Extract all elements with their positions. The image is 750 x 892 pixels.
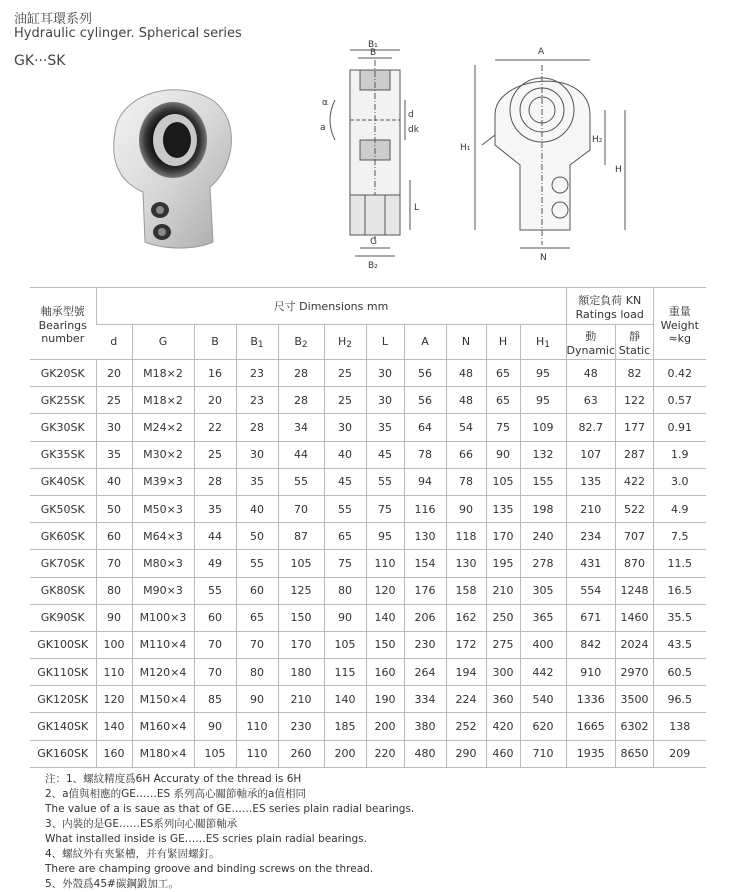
col-d: d <box>96 325 132 360</box>
bearing-model-cell: GK140SK <box>30 713 96 740</box>
table-cell: 185 <box>324 713 366 740</box>
table-cell: 162 <box>446 604 486 631</box>
table-cell: 172 <box>446 631 486 658</box>
table-cell: 63 <box>566 387 616 414</box>
label-alpha: α <box>322 98 328 108</box>
table-cell: 334 <box>404 686 446 713</box>
table-cell: 710 <box>520 740 566 767</box>
col-l: L <box>366 325 404 360</box>
table-cell: 95 <box>520 360 566 387</box>
table-cell: 54 <box>446 414 486 441</box>
table-cell: 75 <box>486 414 520 441</box>
model-series: GK···SK <box>14 53 66 69</box>
label-N: N <box>540 253 547 263</box>
bearing-model-cell: GK110SK <box>30 659 96 686</box>
table-cell: 234 <box>566 523 616 550</box>
table-cell: 130 <box>446 550 486 577</box>
table-cell: 40 <box>96 468 132 495</box>
table-cell: 43.5 <box>654 631 706 658</box>
section-view <box>330 50 410 256</box>
table-cell: 105 <box>486 468 520 495</box>
table-cell: 1935 <box>566 740 616 767</box>
label-H: H <box>615 165 622 175</box>
col-a: A <box>404 325 446 360</box>
product-photo <box>95 72 245 252</box>
label-b1: B₁ <box>368 40 378 50</box>
table-cell: 78 <box>404 441 446 468</box>
table-cell: 65 <box>324 523 366 550</box>
table-cell: 287 <box>616 441 654 468</box>
table-cell: 55 <box>194 577 236 604</box>
label-d: d <box>408 110 414 120</box>
table-cell: 105 <box>324 631 366 658</box>
table-row <box>30 577 706 604</box>
table-row <box>30 659 706 686</box>
label-H2: H₂ <box>592 135 603 145</box>
table-cell: 94 <box>404 468 446 495</box>
table-cell: 365 <box>520 604 566 631</box>
col-b2: $B_2$ <box>278 325 324 360</box>
technical-drawing <box>300 20 750 280</box>
table-cell: M100×3 <box>132 604 194 631</box>
bearing-model-cell: GK160SK <box>30 740 96 767</box>
table-cell: 278 <box>520 550 566 577</box>
bearing-model-cell: GK80SK <box>30 577 96 604</box>
table-cell: 190 <box>366 686 404 713</box>
table-cell: M30×2 <box>132 441 194 468</box>
table-cell: 140 <box>366 604 404 631</box>
table-cell: 40 <box>236 495 278 522</box>
table-cell: 64 <box>404 414 446 441</box>
table-cell: 0.42 <box>654 360 706 387</box>
table-cell: 87 <box>278 523 324 550</box>
col-h1: $H_1$ <box>520 325 566 360</box>
table-cell: 420 <box>486 713 520 740</box>
table-row <box>30 441 706 468</box>
table-cell: 49 <box>194 550 236 577</box>
label-b2: B₂ <box>368 261 378 271</box>
bearing-model-cell: GK30SK <box>30 414 96 441</box>
table-cell: 540 <box>520 686 566 713</box>
table-cell: 264 <box>404 659 446 686</box>
table-cell: 80 <box>324 577 366 604</box>
table-cell: 118 <box>446 523 486 550</box>
table-cell: 110 <box>236 740 278 767</box>
table-cell: 230 <box>278 713 324 740</box>
table-cell: 35 <box>194 495 236 522</box>
table-cell: 30 <box>366 387 404 414</box>
table-cell: 195 <box>486 550 520 577</box>
table-cell: 28 <box>278 387 324 414</box>
column-header-row <box>30 325 706 360</box>
table-cell: 460 <box>486 740 520 767</box>
table-cell: 6302 <box>616 713 654 740</box>
table-cell: 431 <box>566 550 616 577</box>
table-cell: 130 <box>404 523 446 550</box>
table-cell: M80×3 <box>132 550 194 577</box>
table-cell: 90 <box>324 604 366 631</box>
label-g: G <box>370 237 377 247</box>
table-cell: 194 <box>446 659 486 686</box>
table-cell: 125 <box>278 577 324 604</box>
note-line: What installed inside is GE……ES scries plain radial bearings. <box>45 833 367 845</box>
table-cell: 300 <box>486 659 520 686</box>
table-cell: 28 <box>194 468 236 495</box>
table-cell: 35.5 <box>654 604 706 631</box>
table-cell: 870 <box>616 550 654 577</box>
table-cell: 35 <box>366 414 404 441</box>
table-row <box>30 631 706 658</box>
bearing-model-cell: GK20SK <box>30 360 96 387</box>
table-cell: 70 <box>278 495 324 522</box>
table-cell: 28 <box>236 414 278 441</box>
table-cell: 210 <box>566 495 616 522</box>
table-cell: 1248 <box>616 577 654 604</box>
table-cell: 78 <box>446 468 486 495</box>
table-cell: 4.9 <box>654 495 706 522</box>
table-cell: 209 <box>654 740 706 767</box>
table-cell: 35 <box>96 441 132 468</box>
table-cell: 16.5 <box>654 577 706 604</box>
table-cell: 620 <box>520 713 566 740</box>
table-cell: 11.5 <box>654 550 706 577</box>
table-cell: 80 <box>236 659 278 686</box>
table-cell: 1.9 <box>654 441 706 468</box>
table-cell: 910 <box>566 659 616 686</box>
table-cell: 2970 <box>616 659 654 686</box>
table-cell: M120×4 <box>132 659 194 686</box>
table-cell: 95 <box>366 523 404 550</box>
table-cell: 34 <box>278 414 324 441</box>
table-row <box>30 713 706 740</box>
title-english: Hydraulic cylinger. Spherical series <box>14 26 242 41</box>
table-cell: 28 <box>278 360 324 387</box>
bearing-model-cell: GK90SK <box>30 604 96 631</box>
table-row <box>30 550 706 577</box>
table-cell: 120 <box>96 686 132 713</box>
table-cell: 66 <box>446 441 486 468</box>
table-cell: 75 <box>324 550 366 577</box>
table-cell: 48 <box>566 360 616 387</box>
table-cell: 7.5 <box>654 523 706 550</box>
table-cell: 48 <box>446 360 486 387</box>
table-cell: 240 <box>520 523 566 550</box>
table-cell: 55 <box>366 468 404 495</box>
table-cell: 380 <box>404 713 446 740</box>
table-cell: 60 <box>236 577 278 604</box>
header-weight: 重量 Weight ≈kg <box>654 288 706 360</box>
table-cell: 8650 <box>616 740 654 767</box>
table-cell: 110 <box>236 713 278 740</box>
col-b: B <box>194 325 236 360</box>
table-cell: 105 <box>194 740 236 767</box>
table-cell: 671 <box>566 604 616 631</box>
table-cell: 1665 <box>566 713 616 740</box>
table-row <box>30 468 706 495</box>
table-cell: 842 <box>566 631 616 658</box>
label-A: A <box>538 47 545 57</box>
table-cell: 360 <box>486 686 520 713</box>
table-cell: 48 <box>446 387 486 414</box>
table-cell: 150 <box>366 631 404 658</box>
col-b1: $B_1$ <box>236 325 278 360</box>
table-row <box>30 387 706 414</box>
table-cell: 120 <box>366 577 404 604</box>
note-line: 2、a值與相應的GE……ES 系列高心關節軸承的a值相同 <box>45 788 306 800</box>
label-H1: H₁ <box>460 143 471 153</box>
table-cell: 56 <box>404 387 446 414</box>
table-cell: 132 <box>520 441 566 468</box>
table-cell: 50 <box>96 495 132 522</box>
table-cell: 90 <box>236 686 278 713</box>
table-cell: 55 <box>324 495 366 522</box>
table-cell: 180 <box>278 659 324 686</box>
table-cell: 170 <box>486 523 520 550</box>
table-cell: 90 <box>96 604 132 631</box>
table-cell: 200 <box>366 713 404 740</box>
note-line: The value of a is saue as that of GE……ES series plain radial bearings. <box>45 803 415 815</box>
table-cell: 400 <box>520 631 566 658</box>
table-cell: 23 <box>236 360 278 387</box>
table-cell: 30 <box>236 441 278 468</box>
header-dimensions: 尺寸 Dimensions mm <box>96 288 566 325</box>
notes <box>45 772 414 892</box>
table-cell: 45 <box>324 468 366 495</box>
table-cell: 206 <box>404 604 446 631</box>
table-cell: 160 <box>366 659 404 686</box>
table-cell: 1460 <box>616 604 654 631</box>
header-ratings-load: 額定負荷 KN Ratings load <box>566 288 654 325</box>
col-n: N <box>446 325 486 360</box>
col-dynamic: 動 Dynamic <box>566 325 616 360</box>
table-cell: 82 <box>616 360 654 387</box>
table-cell: M64×3 <box>132 523 194 550</box>
col-h: H <box>486 325 520 360</box>
bearing-model-cell: GK60SK <box>30 523 96 550</box>
table-cell: 158 <box>446 577 486 604</box>
table-cell: 25 <box>96 387 132 414</box>
label-dk: dk <box>408 125 419 135</box>
table-cell: 65 <box>486 387 520 414</box>
table-cell: 30 <box>96 414 132 441</box>
table-cell: 305 <box>520 577 566 604</box>
table-cell: 198 <box>520 495 566 522</box>
table-cell: 65 <box>236 604 278 631</box>
table-cell: 30 <box>366 360 404 387</box>
table-cell: 109 <box>520 414 566 441</box>
table-cell: 1336 <box>566 686 616 713</box>
table-cell: 70 <box>194 659 236 686</box>
table-cell: 56 <box>404 360 446 387</box>
bearing-model-cell: GK50SK <box>30 495 96 522</box>
table-cell: 115 <box>324 659 366 686</box>
label-l: L <box>414 203 420 213</box>
table-cell: 122 <box>616 387 654 414</box>
table-cell: 110 <box>96 659 132 686</box>
table-cell: 65 <box>486 360 520 387</box>
table-cell: 210 <box>278 686 324 713</box>
table-cell: 70 <box>96 550 132 577</box>
table-cell: 252 <box>446 713 486 740</box>
table-cell: M150×4 <box>132 686 194 713</box>
note-line: 注：1、螺紋精度爲6H Accuraty of the thread is 6H <box>45 773 302 785</box>
table-cell: 0.57 <box>654 387 706 414</box>
table-row <box>30 523 706 550</box>
bearing-model-cell: GK120SK <box>30 686 96 713</box>
table-cell: 22 <box>194 414 236 441</box>
label-a: a <box>320 123 326 133</box>
table-cell: 90 <box>446 495 486 522</box>
table-cell: 60 <box>194 604 236 631</box>
table-cell: 707 <box>616 523 654 550</box>
table-cell: M39×3 <box>132 468 194 495</box>
bearing-model-cell: GK35SK <box>30 441 96 468</box>
table-cell: 70 <box>194 631 236 658</box>
table-cell: 554 <box>566 577 616 604</box>
table-cell: 140 <box>96 713 132 740</box>
note-line: 3、内裝的是GE……ES系列向心關節軸承 <box>45 818 238 830</box>
table-cell: 105 <box>278 550 324 577</box>
table-cell: 135 <box>566 468 616 495</box>
title-chinese: 油缸耳環系列 <box>14 12 93 27</box>
table-cell: 210 <box>486 577 520 604</box>
table-cell: 55 <box>236 550 278 577</box>
table-cell: 220 <box>366 740 404 767</box>
table-cell: 2024 <box>616 631 654 658</box>
table-cell: M90×3 <box>132 577 194 604</box>
table-cell: 90 <box>486 441 520 468</box>
table-cell: 200 <box>324 740 366 767</box>
bearing-model-cell: GK25SK <box>30 387 96 414</box>
table-body <box>30 360 706 768</box>
table-cell: 60.5 <box>654 659 706 686</box>
table-cell: M110×4 <box>132 631 194 658</box>
table-cell: 55 <box>278 468 324 495</box>
table-cell: 0.91 <box>654 414 706 441</box>
table-cell: 150 <box>278 604 324 631</box>
table-cell: 82.7 <box>566 414 616 441</box>
table-cell: 170 <box>278 631 324 658</box>
table-cell: 522 <box>616 495 654 522</box>
table-cell: 40 <box>324 441 366 468</box>
table-cell: 154 <box>404 550 446 577</box>
table-cell: 110 <box>366 550 404 577</box>
table-cell: 480 <box>404 740 446 767</box>
table-cell: 3.0 <box>654 468 706 495</box>
table-cell: 35 <box>236 468 278 495</box>
note-line: 5、外殼爲45#碳鋼鍛加工。 <box>45 878 179 890</box>
table-cell: 25 <box>194 441 236 468</box>
table-cell: 290 <box>446 740 486 767</box>
table-cell: M50×3 <box>132 495 194 522</box>
table-cell: 25 <box>324 387 366 414</box>
table-cell: M18×2 <box>132 387 194 414</box>
table-cell: 16 <box>194 360 236 387</box>
header-bearings-number: 軸承型號 Bearings number <box>30 288 96 360</box>
spec-table <box>30 287 706 768</box>
table-cell: 80 <box>96 577 132 604</box>
table-row <box>30 495 706 522</box>
table-cell: 85 <box>194 686 236 713</box>
table-cell: 20 <box>194 387 236 414</box>
table-cell: 422 <box>616 468 654 495</box>
table-cell: 224 <box>446 686 486 713</box>
col-g: G <box>132 325 194 360</box>
bearing-model-cell: GK40SK <box>30 468 96 495</box>
table-row <box>30 686 706 713</box>
col-static: 靜 Static <box>616 325 654 360</box>
table-cell: M24×2 <box>132 414 194 441</box>
table-cell: M180×4 <box>132 740 194 767</box>
table-cell: 100 <box>96 631 132 658</box>
table-cell: 70 <box>236 631 278 658</box>
front-view <box>475 60 625 248</box>
table-cell: 25 <box>324 360 366 387</box>
table-row <box>30 740 706 767</box>
table-cell: 135 <box>486 495 520 522</box>
note-line: There are champing groove and binding screws on the thread. <box>45 863 374 875</box>
table-cell: 23 <box>236 387 278 414</box>
table-cell: 96.5 <box>654 686 706 713</box>
table-cell: 250 <box>486 604 520 631</box>
table-cell: 45 <box>366 441 404 468</box>
table-cell: 442 <box>520 659 566 686</box>
table-cell: 116 <box>404 495 446 522</box>
table-cell: M160×4 <box>132 713 194 740</box>
table-cell: 177 <box>616 414 654 441</box>
table-cell: 107 <box>566 441 616 468</box>
table-cell: 160 <box>96 740 132 767</box>
bearing-model-cell: GK70SK <box>30 550 96 577</box>
table-cell: 75 <box>366 495 404 522</box>
table-row <box>30 604 706 631</box>
table-cell: 60 <box>96 523 132 550</box>
note-line: 4、螺紋外有夾緊槽，并有緊固螺釘。 <box>45 848 220 860</box>
label-b: B <box>370 48 377 58</box>
table-cell: 230 <box>404 631 446 658</box>
table-cell: 155 <box>520 468 566 495</box>
table-cell: 176 <box>404 577 446 604</box>
table-cell: 260 <box>278 740 324 767</box>
table-cell: M18×2 <box>132 360 194 387</box>
col-h2: $H_2$ <box>324 325 366 360</box>
table-cell: 50 <box>236 523 278 550</box>
table-cell: 140 <box>324 686 366 713</box>
table-cell: 44 <box>278 441 324 468</box>
table-cell: 20 <box>96 360 132 387</box>
table-cell: 44 <box>194 523 236 550</box>
table-cell: 30 <box>324 414 366 441</box>
bearing-model-cell: GK100SK <box>30 631 96 658</box>
table-row <box>30 360 706 387</box>
table-cell: 138 <box>654 713 706 740</box>
table-cell: 95 <box>520 387 566 414</box>
table-cell: 275 <box>486 631 520 658</box>
table-cell: 90 <box>194 713 236 740</box>
table-cell: 3500 <box>616 686 654 713</box>
table-row <box>30 414 706 441</box>
